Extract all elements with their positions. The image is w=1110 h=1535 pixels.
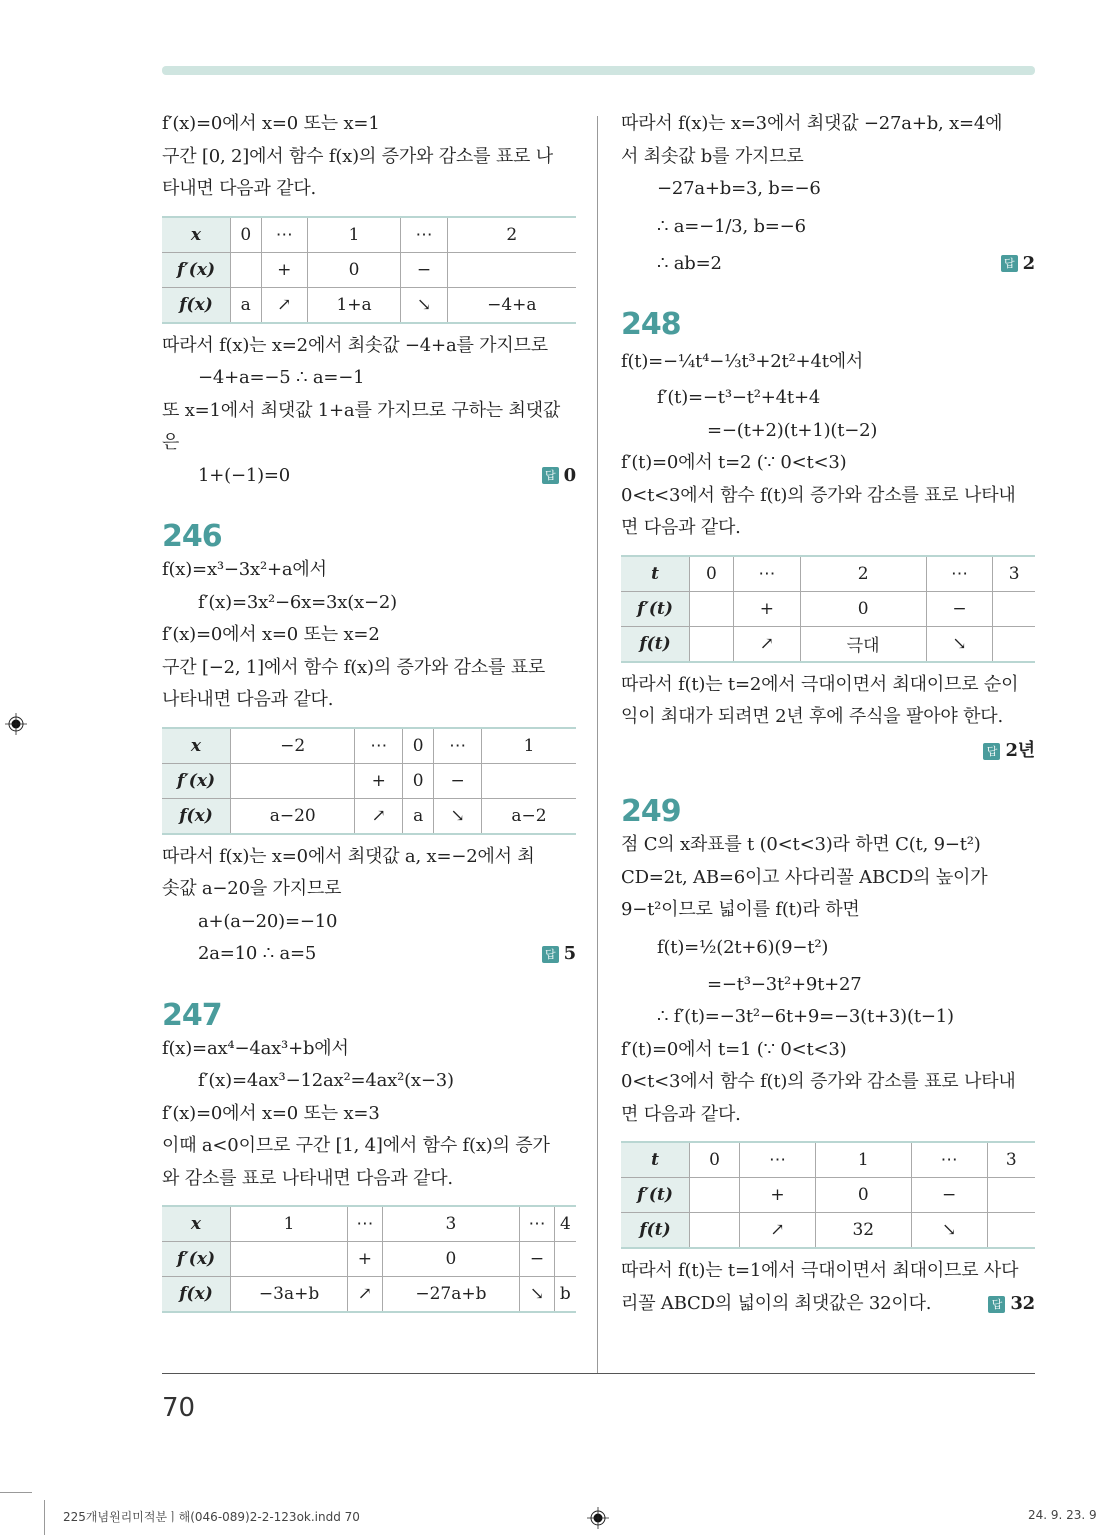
text-line: 0<t<3에서 함수 f(t)의 증가와 감소를 표로 나타내 [621, 1071, 1016, 1093]
problem-number-246: 246 [162, 519, 222, 554]
left-column [162, 108, 576, 1319]
answer: 답 32 [988, 1288, 1035, 1321]
text-line: f(t)=−¼t⁴−⅓t³+2t²+4t에서 [621, 351, 864, 372]
text-line: f′(t)=0에서 t=1 (∵ 0<t<3) [621, 1038, 847, 1060]
table-cell: ↘ [520, 1277, 554, 1313]
table-cell [690, 626, 734, 662]
table-cell: 0 [690, 556, 734, 592]
table-cell: − [401, 252, 447, 287]
table-cell [993, 626, 1035, 662]
table-cell: ↘ [926, 626, 993, 662]
text-line: 리꼴 ABCD의 넓이의 최댓값은 32이다. [621, 1292, 932, 1314]
answer: 답 2 [1001, 248, 1035, 281]
table-cell: ⋯ [261, 217, 307, 253]
text-line: 구간 [0, 2]에서 함수 f(x)의 증가와 감소를 표로 나 [162, 145, 553, 167]
text-line: CD=2t, AB=6이고 사다리꼴 ABCD의 높이가 [621, 866, 988, 888]
table-cell: 3 [987, 1142, 1035, 1178]
table-cell [447, 252, 576, 287]
text-line: 나타내면 다음과 같다. [162, 689, 334, 710]
text-line: 은 [162, 432, 180, 453]
problem-number-247: 247 [162, 997, 222, 1033]
answer-badge-icon: 답 [988, 1296, 1005, 1313]
variation-table-249 [621, 1141, 1035, 1249]
equation-line: −4+a=−5 ∴ a=−1 [198, 367, 365, 388]
text-line: 점 C의 x좌표를 t (0<t<3)라 하면 C(t, 9−t²) [621, 834, 981, 856]
table-cell: + [348, 1242, 382, 1277]
equation-line: −27a+b=3, b=−6 [657, 178, 821, 199]
table-cell: ⋯ [911, 1142, 987, 1178]
answer-badge-icon: 답 [542, 467, 559, 484]
equation-line: a+(a−20)=−10 [198, 910, 338, 932]
table-cell: 0 [815, 1178, 911, 1213]
text-line: 0<t<3에서 함수 f(t)의 증가와 감소를 표로 나타내 [621, 484, 1016, 506]
table-cell [690, 591, 734, 626]
table-cell: −3a+b [231, 1277, 348, 1313]
table-cell: ↘ [401, 287, 447, 323]
table-cell: −27a+b [382, 1277, 520, 1313]
answer-row [621, 248, 1035, 281]
table-cell: t [621, 556, 690, 592]
table-cell: − [434, 763, 482, 798]
table-cell: ↗ [355, 798, 403, 834]
table-cell: b [554, 1277, 576, 1313]
equation-line: f′(x)=3x²−6x=3x(x−2) [198, 591, 397, 613]
answer-row [162, 938, 576, 971]
table-cell: ↗ [348, 1277, 382, 1313]
table-cell: f(x) [162, 798, 231, 834]
table-cell: −4+a [447, 287, 576, 323]
table-cell: a−2 [481, 798, 576, 834]
answer-badge-icon: 답 [983, 743, 1000, 760]
text-line: 타내면 다음과 같다. [162, 178, 317, 199]
registration-mark-icon [587, 1507, 609, 1529]
table-cell [987, 1178, 1035, 1213]
table-cell: 0 [690, 1142, 740, 1178]
problem-number-248: 248 [621, 307, 681, 342]
table-cell: + [261, 252, 307, 287]
table-cell: − [911, 1178, 987, 1213]
table-cell: 0 [231, 217, 262, 253]
table-cell [481, 763, 576, 798]
table-cell: ⋯ [348, 1206, 382, 1242]
table-cell: − [520, 1242, 554, 1277]
table-cell [993, 591, 1035, 626]
table-cell: 1 [815, 1142, 911, 1178]
problem-number-249: 249 [621, 794, 681, 830]
table-cell: a [231, 287, 262, 323]
answer-row [621, 1288, 1035, 1321]
table-cell [690, 1213, 740, 1249]
crop-mark [0, 1492, 32, 1493]
text-line: f′(x)=0에서 x=0 또는 x=1 [162, 113, 380, 134]
equation-line: =−t³−3t²+9t+27 [707, 973, 862, 995]
table-cell [231, 763, 355, 798]
text-line: 면 다음과 같다. [621, 1103, 741, 1125]
table-cell: ⋯ [926, 556, 993, 592]
table-cell: 0 [307, 252, 400, 287]
variation-table-247 [162, 1205, 576, 1313]
table-cell: x [162, 217, 231, 253]
table-cell: 4 [554, 1206, 576, 1242]
text-line: f′(t)=0에서 t=2 (∵ 0<t<3) [621, 452, 847, 473]
variation-table-245 [162, 216, 576, 324]
column-divider [597, 116, 598, 1374]
table-cell: f′(x) [162, 1242, 231, 1277]
table-cell: f′(t) [621, 591, 690, 626]
text-line: 면 다음과 같다. [621, 517, 741, 538]
table-cell: 0 [403, 763, 434, 798]
table-cell: 0 [382, 1242, 520, 1277]
table-cell: −2 [231, 728, 355, 764]
text-line: 이때 a<0이므로 구간 [1, 4]에서 함수 f(x)의 증가 [162, 1135, 550, 1156]
text-line: f(x)=x³−3x²+a에서 [162, 559, 327, 580]
crop-mark [44, 1500, 45, 1535]
text-line: 또 x=1에서 최댓값 1+a를 가지므로 구하는 최댓값 [162, 399, 561, 421]
equation-line: ∴ f′(t)=−3t²−6t+9=−3(t+3)(t−1) [657, 1006, 954, 1028]
table-cell: f′(x) [162, 763, 231, 798]
table-cell [231, 252, 262, 287]
text-line: 따라서 f(t)는 t=2에서 극대이면서 최대이므로 순이 [621, 673, 1019, 695]
table-cell: f(x) [162, 287, 231, 323]
table-cell: x [162, 1206, 231, 1242]
page-number: 70 [162, 1393, 196, 1423]
right-column [621, 108, 1035, 1320]
text-line: 9−t²이므로 넓이를 f(t)라 하면 [621, 899, 860, 921]
table-cell: x [162, 728, 231, 764]
text-line: 서 최솟값 b를 가지므로 [621, 145, 804, 167]
table-cell [987, 1213, 1035, 1249]
table-cell: 0 [800, 591, 926, 626]
text-line: 와 감소를 표로 나타내면 다음과 같다. [162, 1167, 453, 1189]
table-cell: ↘ [434, 798, 482, 834]
text-line: 따라서 f(x)는 x=0에서 최댓값 a, x=−2에서 최 [162, 845, 535, 867]
answer-row [621, 734, 1035, 768]
slug-date: 24. 9. 23. 9 [1028, 1508, 1097, 1522]
equation-line: 2a=10 ∴ a=5 [198, 943, 317, 964]
table-cell: t [621, 1142, 690, 1178]
equation-line: f′(t)=−t³−t²+4t+4 [657, 387, 821, 408]
table-cell: 1 [481, 728, 576, 764]
text-line: 솟값 a−20을 가지므로 [162, 878, 342, 899]
table-cell: f(x) [162, 1277, 231, 1313]
table-cell: 극대 [800, 626, 926, 662]
table-cell: 0 [403, 728, 434, 764]
table-cell: 2 [447, 217, 576, 253]
variation-table-246 [162, 727, 576, 835]
text-line: 따라서 f(x)는 x=3에서 최댓값 −27a+b, x=4에 [621, 113, 1003, 134]
text-line: f′(x)=0에서 x=0 또는 x=2 [162, 624, 380, 645]
table-cell: ⋯ [739, 1142, 815, 1178]
slug-filename: 225개념원리미적분ㅣ해(046-089)2-2-123ok.indd 70 [63, 1510, 360, 1524]
text-line: 구간 [−2, 1]에서 함수 f(x)의 증가와 감소를 표로 [162, 656, 546, 678]
equation-line: ∴ ab=2 [657, 252, 722, 274]
text-line: 따라서 f(x)는 x=2에서 최솟값 −4+a를 가지므로 [162, 334, 548, 356]
answer-badge-icon: 답 [1001, 255, 1018, 272]
table-cell: a [403, 798, 434, 834]
table-cell: ↗ [733, 626, 800, 662]
table-cell [554, 1242, 576, 1277]
table-cell: f′(x) [162, 252, 231, 287]
table-cell: ⋯ [355, 728, 403, 764]
table-cell: ⋯ [733, 556, 800, 592]
table-cell: 1 [307, 217, 400, 253]
variation-table-248 [621, 555, 1035, 663]
table-cell: 1 [231, 1206, 348, 1242]
table-cell: ⋯ [520, 1206, 554, 1242]
answer-row [162, 460, 576, 493]
table-cell: 32 [815, 1213, 911, 1249]
table-cell: ↗ [739, 1213, 815, 1249]
table-cell: f(t) [621, 1213, 690, 1249]
equation-line: f(t)=½(2t+6)(9−t²) [657, 936, 829, 958]
text-line: 따라서 f(t)는 t=1에서 극대이면서 최대이므로 사다 [621, 1260, 1019, 1282]
table-cell: − [926, 591, 993, 626]
equation-line: ∴ a=−1/3, b=−6 [657, 215, 806, 237]
table-cell: 3 [993, 556, 1035, 592]
header-bar [162, 66, 1035, 75]
table-cell: ↗ [261, 287, 307, 323]
answer: 답 0 [542, 460, 576, 493]
footer-rule [162, 1373, 1035, 1374]
answer-badge-icon: 답 [542, 946, 559, 963]
table-cell: + [733, 591, 800, 626]
equation-line: f′(x)=4ax³−12ax²=4ax²(x−3) [198, 1070, 454, 1091]
table-cell: ⋯ [434, 728, 482, 764]
table-cell: 1+a [307, 287, 400, 323]
table-cell: f(t) [621, 626, 690, 662]
table-cell: 3 [382, 1206, 520, 1242]
table-cell [231, 1242, 348, 1277]
registration-mark-icon [5, 713, 27, 735]
table-cell: + [739, 1178, 815, 1213]
text-line: 익이 최대가 되려면 2년 후에 주식을 팔아야 한다. [621, 706, 1003, 727]
answer: 답 2년 [983, 735, 1035, 768]
text-line: f(x)=ax⁴−4ax³+b에서 [162, 1037, 349, 1059]
answer: 답 5 [542, 938, 576, 971]
table-cell: + [355, 763, 403, 798]
table-cell: a−20 [231, 798, 355, 834]
text-line: f′(x)=0에서 x=0 또는 x=3 [162, 1102, 380, 1124]
table-cell: f′(t) [621, 1178, 690, 1213]
table-cell [690, 1178, 740, 1213]
equation-line: =−(t+2)(t+1)(t−2) [707, 419, 878, 441]
table-cell: ↘ [911, 1213, 987, 1249]
table-cell: ⋯ [401, 217, 447, 253]
equation-line: 1+(−1)=0 [198, 464, 291, 486]
table-cell: 2 [800, 556, 926, 592]
